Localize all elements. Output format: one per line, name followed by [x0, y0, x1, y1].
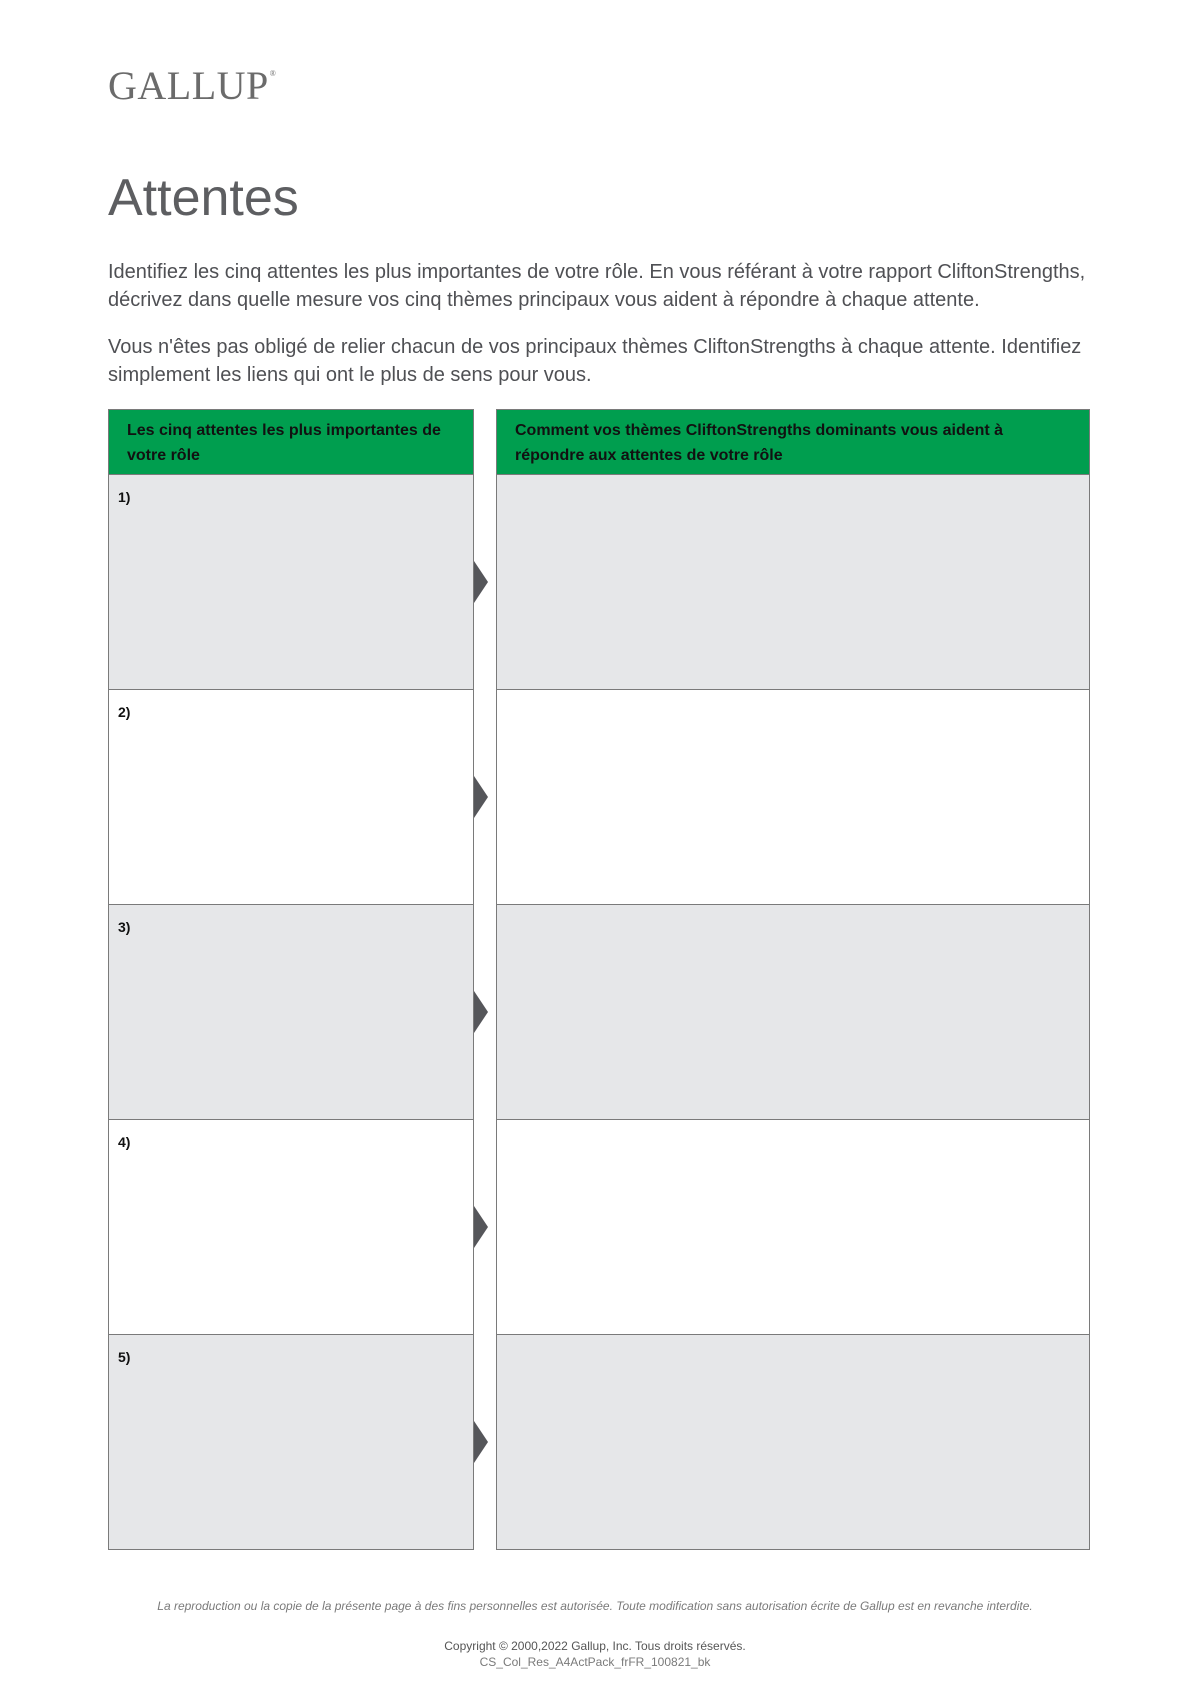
- expectation-cell-2[interactable]: [108, 690, 474, 905]
- themes-cell-4[interactable]: [496, 1120, 1090, 1335]
- row-number: 2): [118, 704, 131, 720]
- gallup-logo: [108, 63, 277, 108]
- arrow-right-icon: [474, 1421, 488, 1463]
- row-number: 5): [118, 1349, 131, 1365]
- expectation-cell-3[interactable]: [108, 905, 474, 1120]
- expectations-header: Les cinq attentes les plus importantes de votre rôle: [108, 409, 474, 475]
- logo-text: GALLUP: [108, 63, 269, 108]
- themes-cell-5[interactable]: [496, 1335, 1090, 1550]
- themes-cell-1[interactable]: [496, 475, 1090, 690]
- expectation-cell-1[interactable]: [108, 475, 474, 690]
- intro-paragraph: Identifiez les cinq attentes les plus importantes de votre rôle. En vous référant à votre rapport CliftonStrengths, décrivez dans quelle mesure vos cinq thèmes principaux vous aident à répondre à chaque attente.: [108, 261, 1086, 311]
- arrow-right-icon: [474, 1206, 488, 1248]
- expectations-table: [108, 409, 1090, 1548]
- expectations-column: [108, 409, 474, 1550]
- expectation-cell-4[interactable]: [108, 1120, 474, 1335]
- registered-mark: ®: [269, 69, 277, 78]
- themes-column: [496, 409, 1090, 1550]
- row-number: 1): [118, 489, 131, 505]
- themes-header: Comment vos thèmes CliftonStrengths dominants vous aident à répondre aux attentes de votre rôle: [496, 409, 1090, 475]
- expectation-cell-5[interactable]: [108, 1335, 474, 1550]
- copyright-text: Copyright © 2000,2022 Gallup, Inc. Tous droits réservés.: [444, 1639, 746, 1653]
- note-paragraph: Vous n'êtes pas obligé de relier chacun de vos principaux thèmes CliftonStrengths à chaque attente. Identifiez simplement les liens qui ont le plus de sens pour vous.: [108, 336, 1082, 386]
- row-number: 4): [118, 1134, 131, 1150]
- arrow-right-icon: [474, 776, 488, 818]
- row-number: 3): [118, 919, 131, 935]
- themes-cell-2[interactable]: [496, 690, 1090, 905]
- arrow-right-icon: [474, 561, 488, 603]
- themes-cell-3[interactable]: [496, 905, 1090, 1120]
- document-code: CS_Col_Res_A4ActPack_frFR_100821_bk: [479, 1655, 711, 1669]
- reproduction-note: La reproduction ou la copie de la présente page à des fins personnelles est autorisée. Toute modification sans autorisation écrite de Gallup est en revanche interdite.: [157, 1599, 1033, 1613]
- page-title: Attentes: [108, 169, 299, 227]
- arrow-right-icon: [474, 991, 488, 1033]
